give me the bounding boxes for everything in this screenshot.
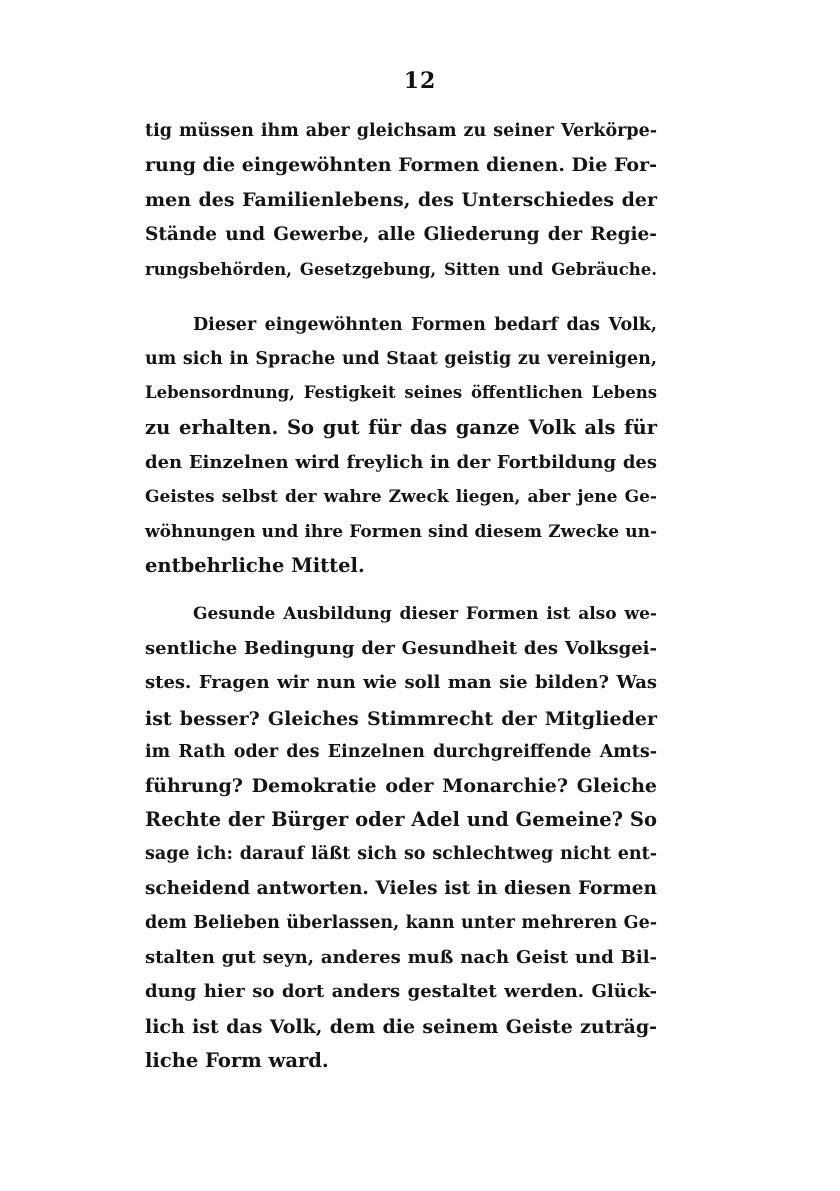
text-line: stes. Fragen wir nun wie soll man sie bilden? Was (145, 672, 657, 693)
text-line: men des Familienlebens, des Unterschiedes der (145, 189, 657, 211)
text-line: um sich in Sprache und Staat geistig zu vereinigen, (145, 349, 657, 369)
text-line: sage ich: darauf läßt sich so schlechtweg nicht ent- (145, 844, 657, 864)
text-line: liche Form ward. (145, 1049, 329, 1072)
text-line: ist besser? Gleiches Stimmrecht der Mitglieder (145, 708, 657, 730)
text-line: scheidend antworten. Vieles ist in diesen Formen (145, 878, 657, 899)
text-line: Geistes selbst der wahre Zweck liegen, aber jene Ge- (145, 487, 657, 507)
text-line: entbehrliche Mittel. (145, 554, 365, 577)
text-line: Stände und Gewerbe, alle Gliederung der Regie- (145, 224, 657, 245)
text-line: führung? Demokratie oder Monarchie? Gleiche (145, 775, 657, 797)
text-line: dung hier so dort anders gestaltet werden. Glück- (145, 981, 657, 1002)
text-line: wöhnungen und ihre Formen sind diesem Zwecke un- (145, 522, 657, 542)
text-line: zu erhalten. So gut für das ganze Volk als für (145, 416, 657, 439)
text-line: stalten gut seyn, anderes muß nach Geist und Bil- (145, 947, 657, 968)
text-line: tig müssen ihm aber gleichsam zu seiner Verkörpe- (145, 121, 657, 141)
text-line: dem Belieben überlassen, kann unter mehreren Ge- (145, 913, 657, 933)
text-line: Dieser eingewöhnten Formen bedarf das Volk, (193, 315, 657, 335)
text-line: rung die eingewöhnten Formen dienen. Die For- (145, 154, 657, 176)
text-line: sentliche Bedingung der Gesundheit des Volksgei- (145, 638, 657, 659)
text-line: im Rath oder des Einzelnen durchgreiffende Amts- (145, 742, 657, 762)
text-line: lich ist das Volk, dem die seinem Geiste zuträg- (145, 1016, 657, 1038)
text-line: den Einzelnen wird freylich in der Fortbildung des (145, 452, 657, 473)
text-line: Rechte der Bürger oder Adel und Gemeine? So (145, 808, 657, 831)
text-line: Gesunde Ausbildung dieser Formen ist also we- (193, 604, 657, 624)
page-number: 12 (403, 68, 437, 94)
text-line: Lebensordnung, Festigkeit seines öffentlichen Lebens (145, 383, 657, 402)
text-line: rungsbehörden, Gesetzgebung, Sitten und Gebräuche. (145, 260, 657, 279)
